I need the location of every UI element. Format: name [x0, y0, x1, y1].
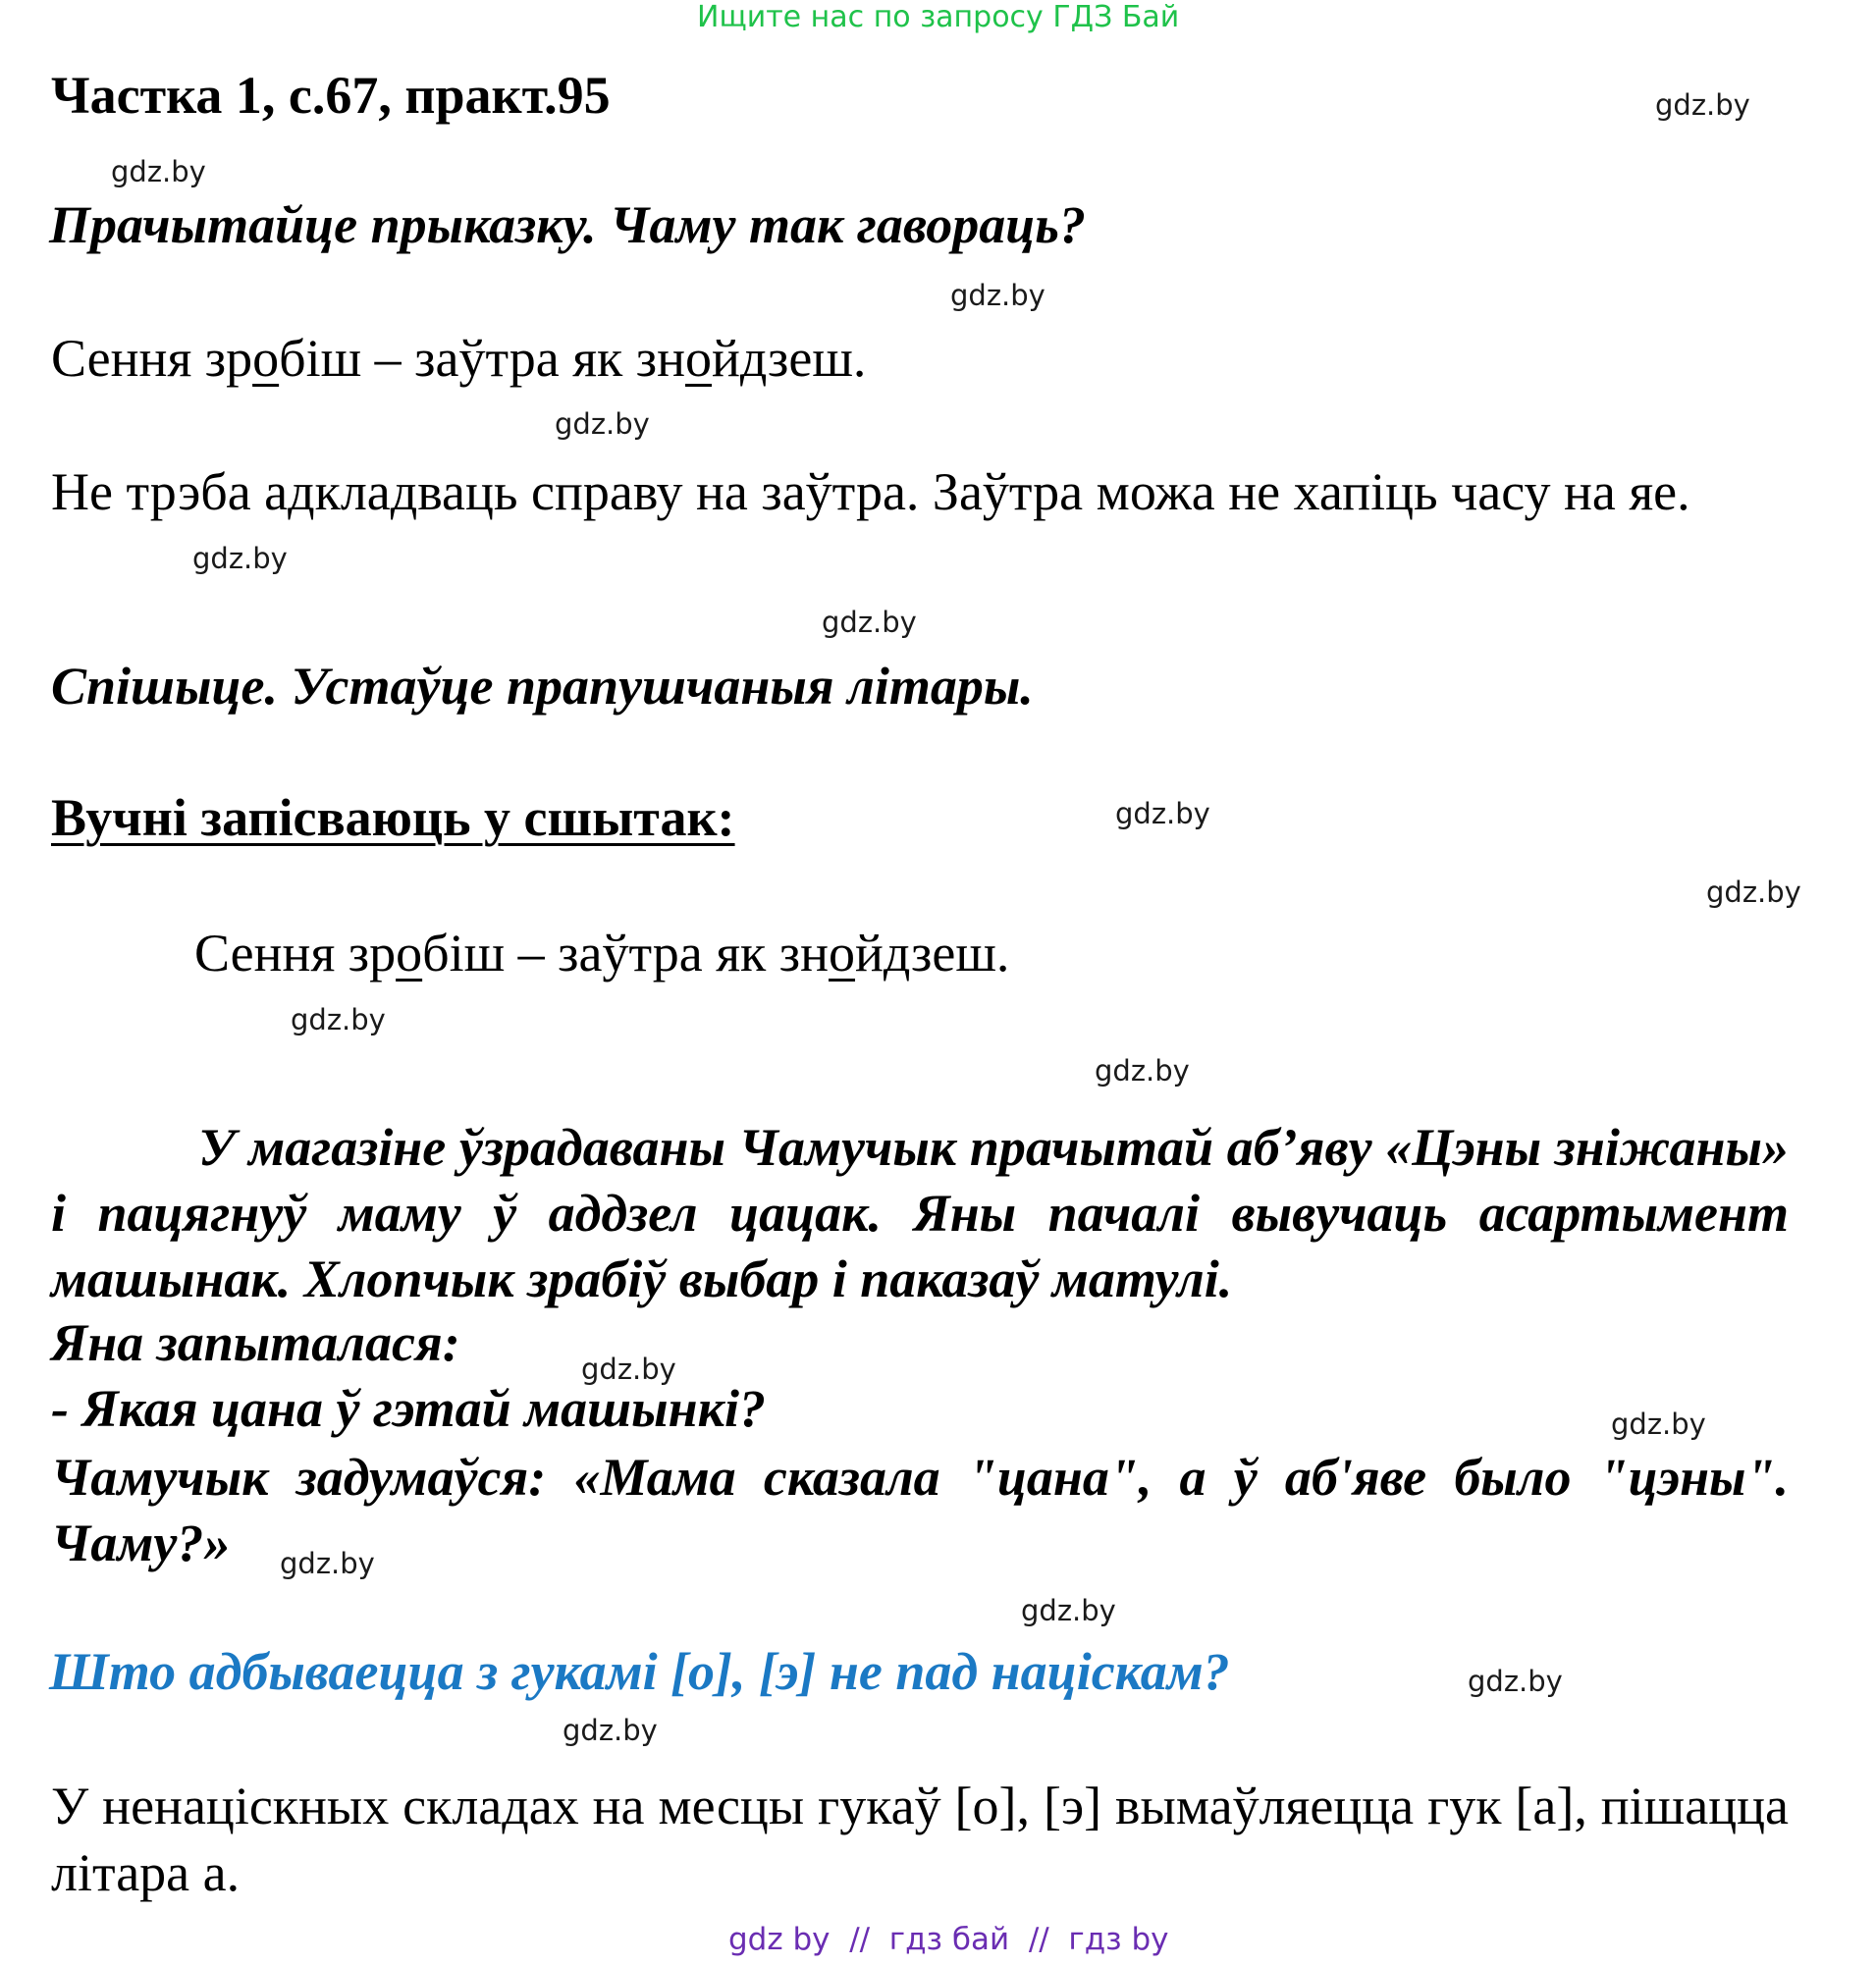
notebook-heading: Вучні запісваюць у сшытак:	[51, 788, 735, 847]
watermark: gdz.by	[291, 1003, 386, 1036]
story-paragraph: У магазіне ўзрадаваны Чамучык прачытай аб’яву «Цэны зніжаны» і пацягнуў маму ў аддзел цацак. Яны пачалі вывучаць асартымент машынак. Хлопчык зрабіў выбар і паказаў матулі.	[51, 1118, 1789, 1308]
task-copy-insert: Спішыце. Устаўце прапушчаныя літары.	[51, 657, 1034, 716]
watermark: gdz.by	[581, 1353, 676, 1386]
question-heading: Што адбываецца з гукамі [о], [э] не пад націскам?	[49, 1642, 1230, 1701]
proverb-missing-letter: о	[685, 329, 713, 388]
watermark: gdz.by	[1611, 1407, 1706, 1441]
proverb-part: Сення зр	[194, 924, 397, 982]
watermark: gdz.by	[1095, 1054, 1190, 1088]
watermark: gdz.by	[555, 407, 650, 441]
watermark: gdz.by	[1468, 1665, 1563, 1698]
watermark: gdz.by	[1655, 88, 1750, 122]
proverb-part: йдзеш.	[712, 329, 867, 388]
watermark: gdz.by	[822, 606, 917, 639]
proverb-part: йдзеш.	[855, 924, 1010, 982]
watermark: gdz.by	[1115, 797, 1210, 830]
task-read-proverb: Прачытайце прыказку. Чаму так гавораць?	[49, 195, 1086, 254]
watermark: gdz.by	[1706, 876, 1801, 909]
proverb-explanation: Не трэба адкладваць справу на заўтра. Заўтра можа не хапіць часу на яе.	[51, 462, 1690, 521]
proverb-inserted-letter: о	[396, 924, 423, 982]
story-line: - Якая цана ў гэтай машынкі?	[51, 1379, 766, 1438]
proverb-inserted-letter: о	[829, 924, 856, 982]
watermark: gdz.by	[111, 155, 206, 188]
story-paragraph: Чамучык задумаўся: «Мама сказала "цана", а ў аб'яве было "цэны". Чаму?»	[51, 1448, 1789, 1572]
watermark: gdz.by	[563, 1714, 658, 1747]
page-title: Частка 1, с.67, практ.95	[51, 66, 611, 125]
proverb-text	[51, 328, 866, 389]
watermark: gdz.by	[280, 1547, 375, 1580]
answer-text: У ненаціскных складах на месцы гукаў [о], [э] вымаўляецца гук [а], пішацца літара а.	[51, 1777, 1789, 1902]
notebook-proverb	[194, 923, 1009, 983]
proverb-part: біш – заўтра як зн	[422, 924, 830, 982]
watermark: gdz.by	[1021, 1594, 1116, 1627]
proverb-part: Сення зр	[51, 329, 253, 388]
search-banner: Ищите нас по запросу ГДЗ Бай	[697, 0, 1180, 34]
footer-links: gdz by // гдз бай // гдз by	[728, 1922, 1169, 1957]
proverb-missing-letter: о	[252, 329, 280, 388]
proverb-part: біш – заўтра як зн	[279, 329, 686, 388]
story-line: Яна запыталася:	[51, 1313, 460, 1372]
watermark: gdz.by	[192, 542, 288, 575]
watermark: gdz.by	[950, 279, 1045, 312]
